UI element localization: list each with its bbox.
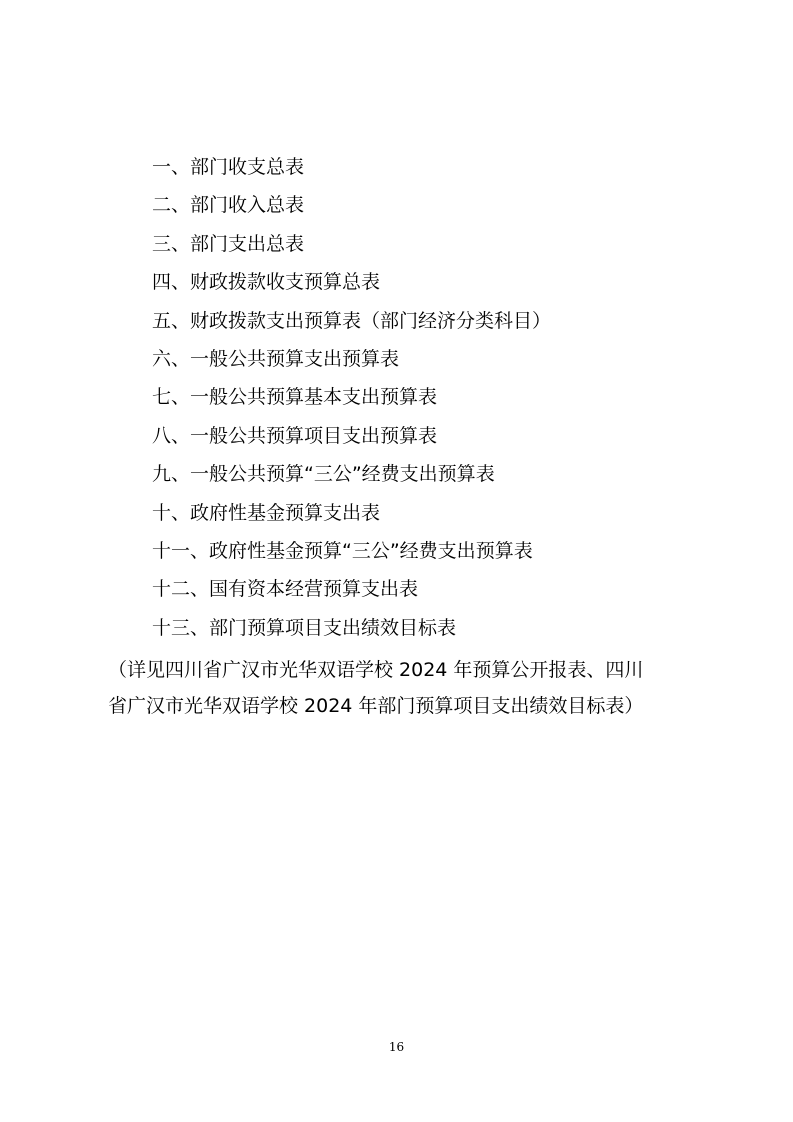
table-list-item: 十、政府性基金预算支出表	[152, 501, 381, 524]
table-list-item: 九、一般公共预算“三公”经费支出预算表	[152, 463, 495, 486]
reference-note-line-1: （详见四川省广汉市光华双语学校 2024 年预算公开报表、四川	[108, 659, 644, 681]
page-number: 16	[388, 1040, 405, 1054]
table-list-item: 六、一般公共预算支出预算表	[152, 347, 400, 370]
table-list-item: 三、部门支出总表	[152, 232, 305, 255]
table-list-item: 五、财政拨款支出预算表（部门经济分类科目）	[152, 309, 552, 332]
table-list-item: 十二、国有资本经营预算支出表	[152, 578, 419, 601]
reference-note	[108, 652, 708, 724]
table-list-item: 七、一般公共预算基本支出预算表	[152, 386, 438, 409]
table-list-item: 二、部门收入总表	[152, 194, 305, 217]
table-list-item: 十一、政府性基金预算“三公”经费支出预算表	[152, 539, 533, 562]
table-list-item: 八、一般公共预算项目支出预算表	[152, 424, 438, 447]
reference-note-line-2: 省广汉市光华双语学校 2024 年部门预算项目支出绩效目标表）	[108, 695, 644, 717]
table-list-item: 十三、部门预算项目支出绩效目标表	[152, 616, 457, 639]
table-list	[152, 148, 712, 647]
table-list-item: 四、财政拨款收支预算总表	[152, 271, 381, 294]
table-list-item: 一、部门收支总表	[152, 156, 305, 178]
